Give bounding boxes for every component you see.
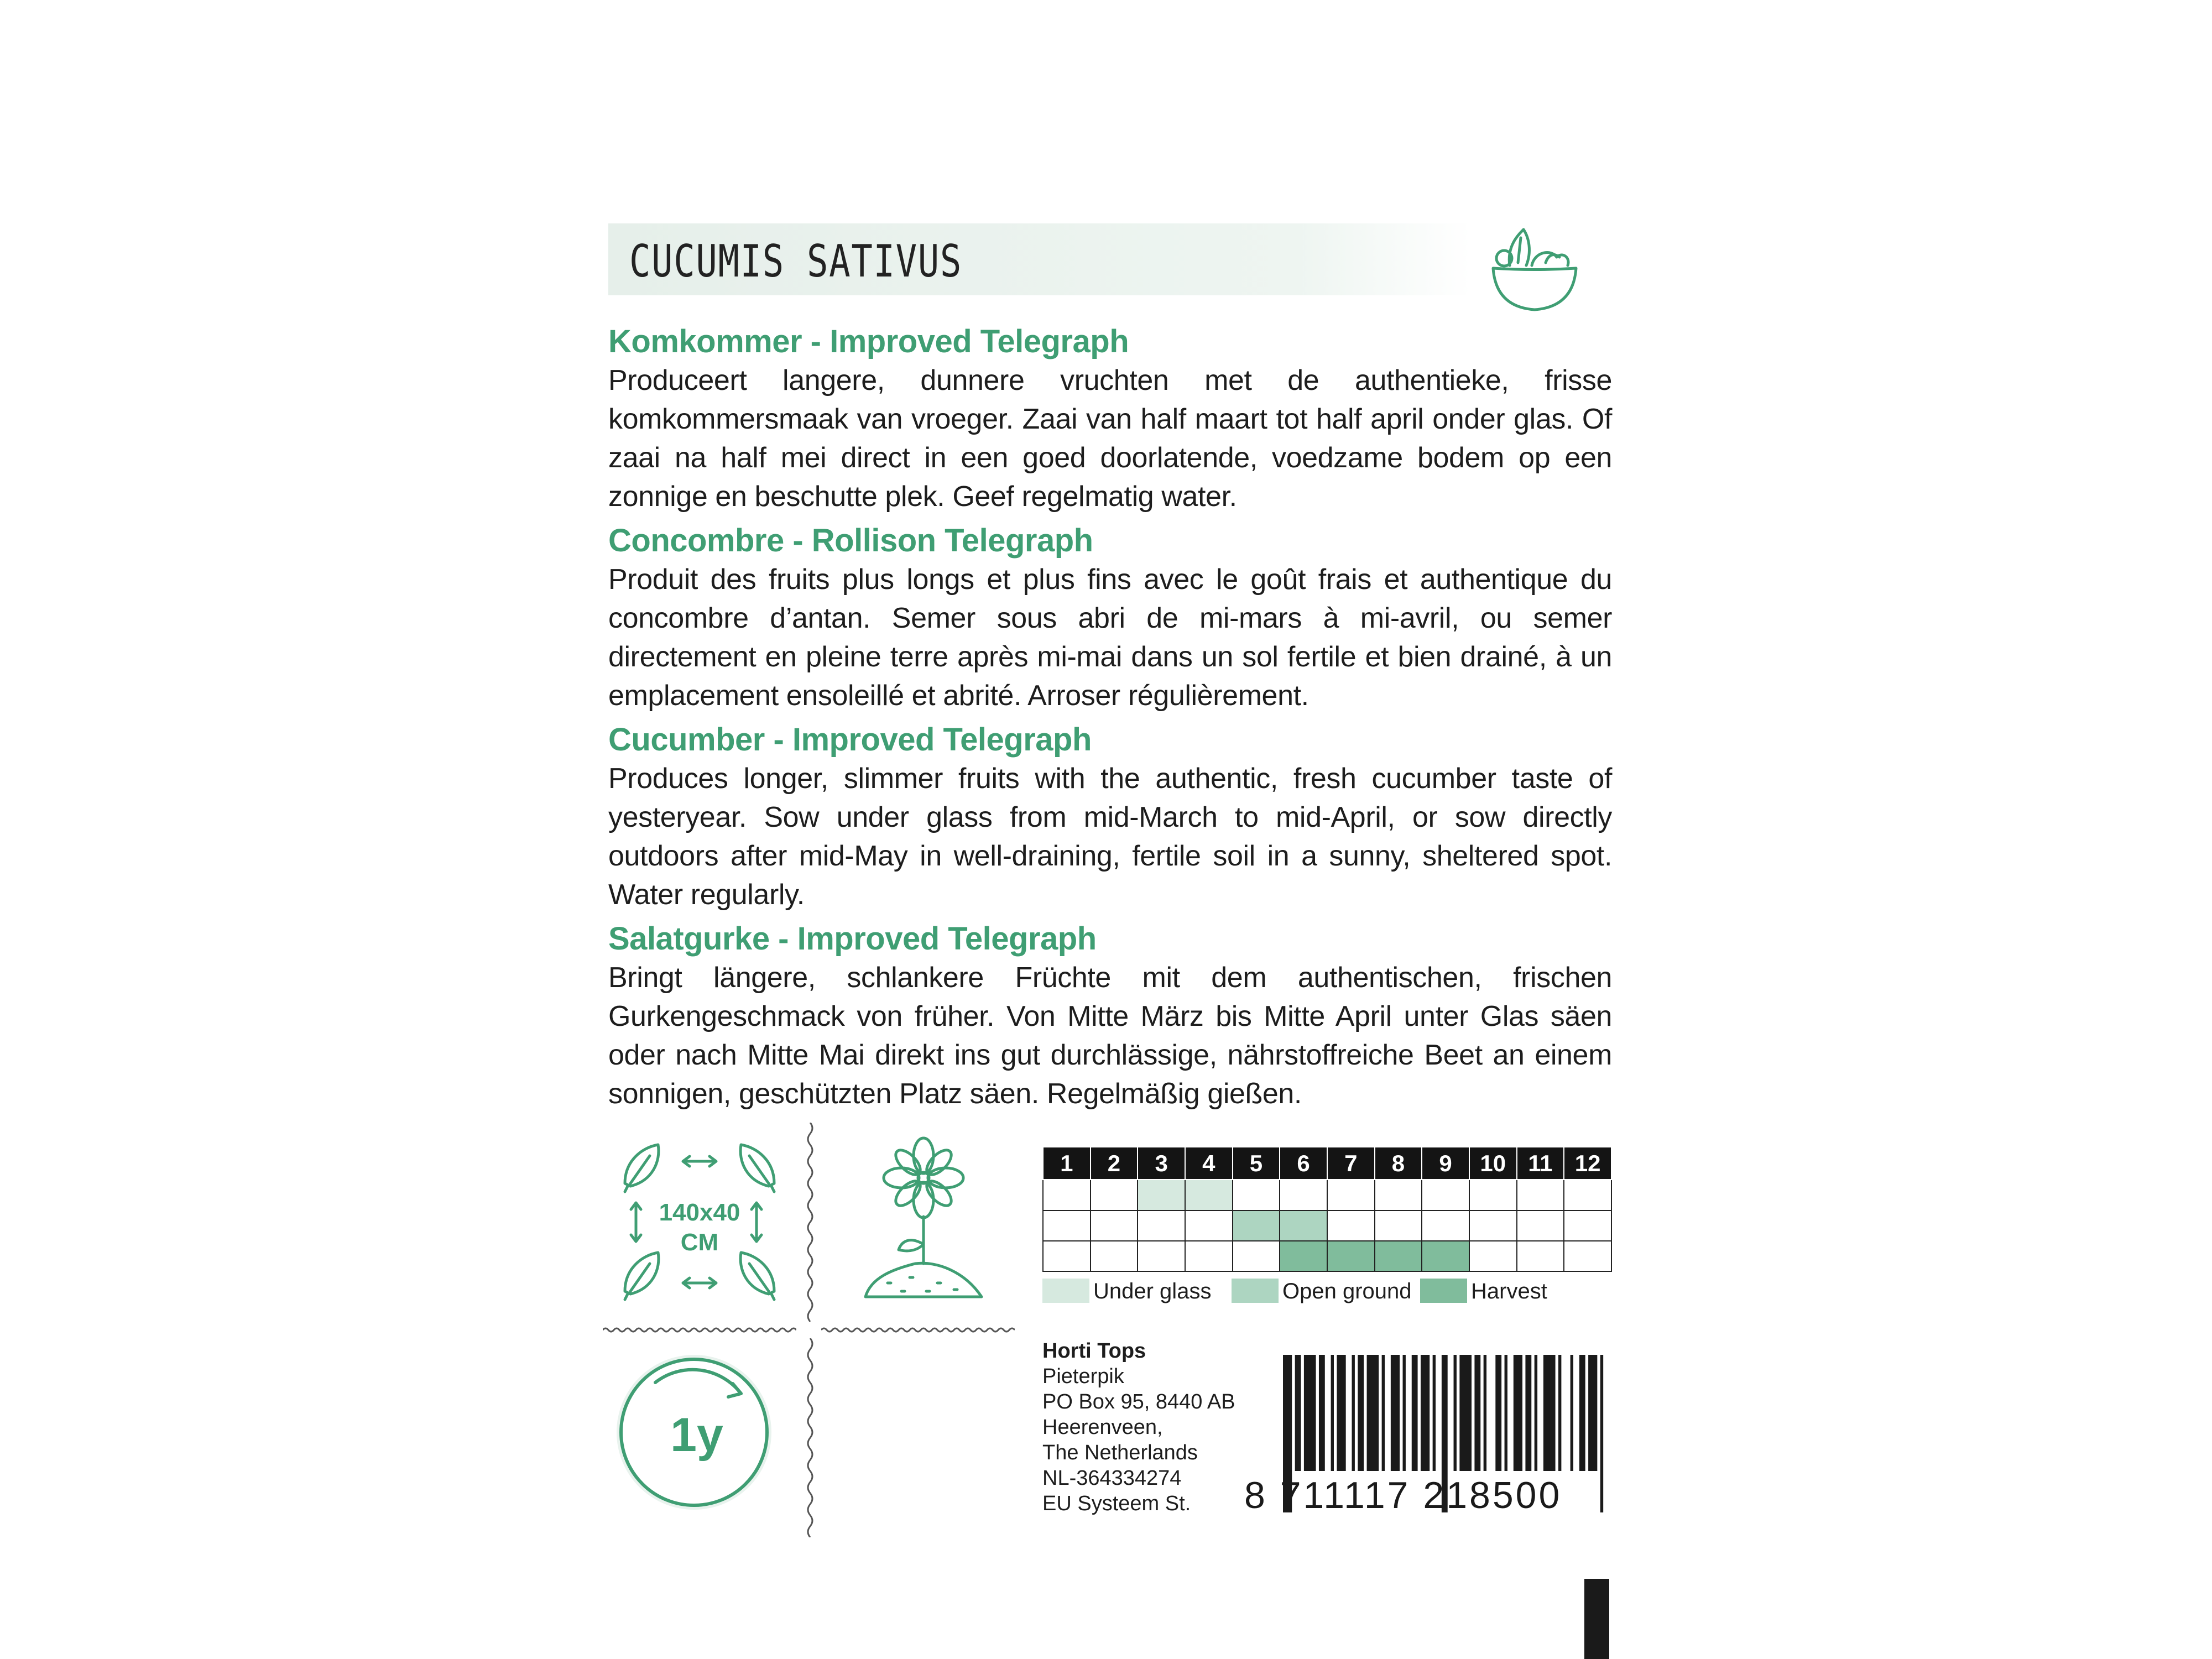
barcode-bar	[1459, 1355, 1472, 1471]
barcode-bar	[1319, 1355, 1325, 1471]
barcode-bar	[1571, 1355, 1573, 1471]
barcode-bar	[1412, 1355, 1418, 1471]
calendar-cell	[1469, 1211, 1517, 1241]
section-title: Cucumber - Improved Telegraph	[608, 722, 1092, 758]
month-label: 2	[1091, 1147, 1138, 1180]
print-mark	[1584, 1579, 1609, 1659]
calendar-cell	[1091, 1241, 1138, 1271]
calendar-cell	[1517, 1211, 1564, 1241]
barcode-bar	[1558, 1355, 1561, 1471]
calendar-cell	[1422, 1180, 1469, 1210]
section-title: Komkommer - Improved Telegraph	[608, 324, 1129, 359]
calendar-cell	[1233, 1241, 1280, 1271]
month-label: 8	[1375, 1147, 1422, 1180]
section-body: Produit des fruits plus longs et plus fins avec le goût frais et authentique du concombre d’antan. Semer sous abri de mi-mars à mi-avril, ou semer directement en pleine terre après mi-mai dans un sol fertile et bien drainé, à un emplacement ensoleillé et abrité. Arroser régulièrement.	[608, 564, 1612, 712]
calendar-cell	[1469, 1241, 1517, 1271]
month-label: 10	[1469, 1147, 1517, 1180]
month-label: 7	[1327, 1147, 1375, 1180]
calendar-cell	[1043, 1211, 1091, 1241]
address-line: The Netherlands	[1042, 1441, 1198, 1464]
calendar-cell	[1469, 1180, 1517, 1210]
calendar-cell	[1138, 1211, 1185, 1241]
barcode-bar	[1505, 1355, 1507, 1471]
section-french	[608, 521, 1612, 715]
address-line: Pieterpik	[1042, 1365, 1124, 1388]
month-label: 1	[1043, 1147, 1091, 1180]
barcode-bar	[1421, 1355, 1430, 1471]
calendar-cell	[1185, 1180, 1233, 1210]
section-title: Concombre - Rollison Telegraph	[608, 523, 1093, 559]
section-title: Salatgurke - Improved Telegraph	[608, 921, 1097, 957]
supplier-address	[1042, 1338, 1235, 1516]
barcode-bar	[1474, 1355, 1480, 1471]
calendar-cell	[1422, 1241, 1469, 1271]
calendar-cell	[1233, 1211, 1280, 1241]
calendar-cell	[1327, 1241, 1375, 1271]
barcode-bar	[1525, 1355, 1531, 1471]
calendar-cell	[1233, 1180, 1280, 1210]
calendar-cell	[1564, 1180, 1611, 1210]
legend-swatch	[1420, 1279, 1467, 1303]
calendar-header-row	[1043, 1147, 1611, 1180]
wavy-divider-horizontal	[821, 1324, 1015, 1335]
month-label: 9	[1422, 1147, 1469, 1180]
sowing-calendar	[1042, 1146, 1612, 1272]
salad-bowl-icon	[1479, 218, 1590, 318]
company-name: Horti Tops	[1042, 1339, 1146, 1363]
legend-swatch	[1042, 1279, 1089, 1303]
calendar-cell	[1327, 1180, 1375, 1210]
legend-swatch	[1232, 1279, 1279, 1303]
latin-name: CUCUMIS SATIVUS	[629, 236, 962, 287]
calendar-cell	[1185, 1211, 1233, 1241]
calendar-cell	[1091, 1180, 1138, 1210]
calendar-cell	[1375, 1241, 1422, 1271]
barcode-bar	[1331, 1355, 1334, 1471]
calendar-cell	[1280, 1241, 1327, 1271]
barcode-bar	[1382, 1355, 1385, 1471]
wavy-divider-vertical	[802, 1123, 818, 1327]
barcode-bar	[1391, 1355, 1400, 1471]
calendar-cell	[1422, 1211, 1469, 1241]
calendar-cell	[1375, 1180, 1422, 1210]
month-label: 11	[1517, 1147, 1564, 1180]
barcode-bar	[1295, 1355, 1301, 1471]
barcode-bar	[1495, 1355, 1501, 1471]
calendar-cell	[1043, 1180, 1091, 1210]
barcode-bar	[1337, 1355, 1345, 1471]
spacing-unit: CM	[680, 1229, 719, 1256]
barcode-bar	[1433, 1355, 1436, 1471]
barcode-bar	[1588, 1355, 1597, 1471]
calendar-cell	[1280, 1211, 1327, 1241]
legend-label: Harvest	[1471, 1279, 1547, 1303]
barcode-bar	[1543, 1355, 1556, 1471]
calendar-cell	[1375, 1211, 1422, 1241]
month-label: 5	[1233, 1147, 1280, 1180]
month-label: 3	[1138, 1147, 1185, 1180]
address-line: Heerenveen,	[1042, 1416, 1163, 1439]
calendar-cell	[1517, 1241, 1564, 1271]
legend-label: Under glass	[1093, 1279, 1212, 1303]
calendar-cell	[1185, 1241, 1233, 1271]
spacing-distance: 140x40	[659, 1199, 740, 1226]
calendar-row	[1043, 1241, 1611, 1271]
seedling-in-soil-icon	[854, 1134, 993, 1305]
barcode-bar	[1454, 1355, 1457, 1471]
section-body: Produces longer, slimmer fruits with the authentic, fresh cucumber taste of yesteryear. Sow under glass from mid-March to mid-April, or sow directly outdoors after mid-May in well-draining, fertile soil in a sunny, sheltered spot. Water regularly.	[608, 763, 1612, 911]
section-german	[608, 920, 1612, 1113]
month-label: 12	[1564, 1147, 1611, 1180]
address-line: PO Box 95, 8440 AB	[1042, 1390, 1235, 1413]
barcode-bar	[1535, 1355, 1537, 1471]
calendar-cell	[1138, 1180, 1185, 1210]
address-line: EU Systeem St.	[1042, 1492, 1191, 1515]
calendar-cell	[1280, 1180, 1327, 1210]
barcode-bar	[1358, 1355, 1364, 1471]
barcode-bar	[1403, 1355, 1406, 1471]
barcode-bar	[1352, 1355, 1355, 1471]
barcode-bar	[1579, 1355, 1585, 1471]
calendar-row	[1043, 1211, 1611, 1241]
barcode-bar	[1367, 1355, 1379, 1471]
lifespan-label: 1y	[670, 1408, 723, 1462]
month-label: 4	[1185, 1147, 1233, 1180]
calendar-row	[1043, 1180, 1611, 1210]
calendar-cell	[1091, 1211, 1138, 1241]
legend-label: Open ground	[1282, 1279, 1412, 1303]
barcode-bar	[1514, 1355, 1522, 1471]
section-body: Bringt längere, schlankere Früchte mit dem authentischen, frischen Gurkengeschmack von früher. Von Mitte März bis Mitte April unter Glas säen oder nach Mitte Mai direkt ins gut durchlässige, nährstoffreiche Beet an einem sonnigen, geschützten Platz säen. Regelmäßig gießen.	[608, 962, 1612, 1110]
barcode-bar	[1304, 1355, 1316, 1471]
month-label: 6	[1280, 1147, 1327, 1180]
wavy-divider-horizontal	[603, 1324, 796, 1335]
calendar-cell	[1564, 1211, 1611, 1241]
calendar-cell	[1564, 1241, 1611, 1271]
section-body: Produceert langere, dunnere vruchten met de authentieke, frisse komkommersmaak van vroeger. Zaai van half maart tot half april onder glas. Of zaai na half mei direct in een goed doorlatende, voedzame bodem op een zonnige en beschutte plek. Geef regelmatig water.	[608, 364, 1612, 513]
section-english	[608, 721, 1612, 914]
calendar-cell	[1043, 1241, 1091, 1271]
address-line: NL-364334274	[1042, 1467, 1182, 1490]
wavy-divider-vertical	[802, 1338, 818, 1537]
calendar-cell	[1327, 1211, 1375, 1241]
section-dutch	[608, 322, 1612, 516]
calendar-cell	[1138, 1241, 1185, 1271]
barcode-bar	[1484, 1355, 1486, 1471]
calendar-cell	[1517, 1180, 1564, 1210]
barcode-digits: 8 711117 218500	[1244, 1474, 1562, 1516]
